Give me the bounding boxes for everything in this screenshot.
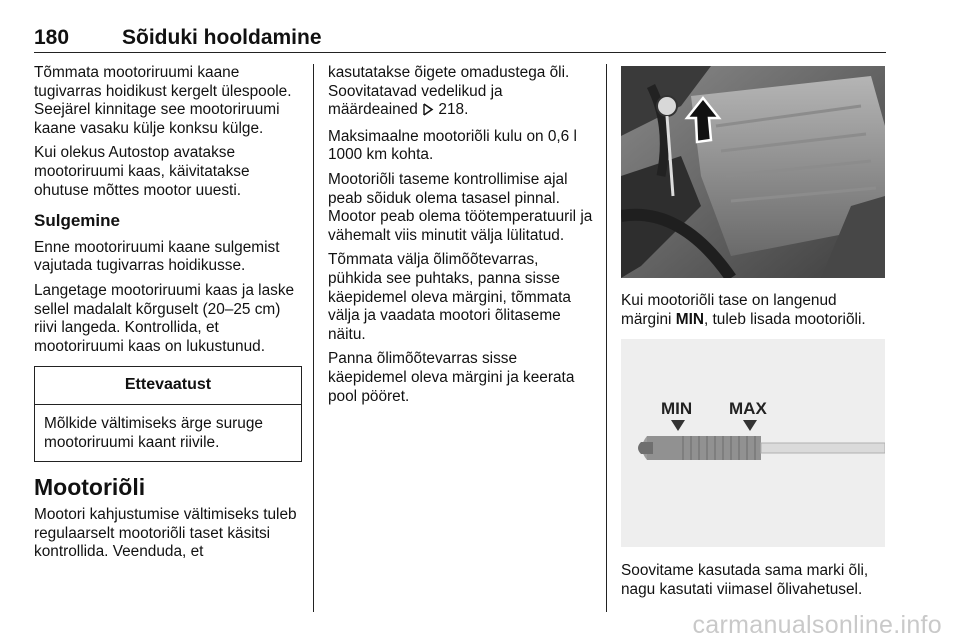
chapter-title: Sõiduki hooldamine [122, 26, 322, 49]
page-reference-icon [422, 103, 434, 122]
paragraph: Mootori kahjustumise vältimiseks tuleb regulaarselt mootoriõli taset käsitsi kontrollida. Veenduda, et [34, 506, 297, 561]
page-number: 180 [34, 26, 70, 49]
subheading-closing: Sulgemine [34, 211, 120, 231]
dipstick-min-label: MIN [661, 399, 693, 418]
watermark: carmanualsonline.info [692, 611, 942, 639]
paragraph: Maksimaalne mootoriõli kulu on 0,6 l 1000 km kohta. [328, 127, 577, 164]
paragraph: Tõmmata mootoriruumi kaane tugivarras hoidikust kergelt ülespoole. Seejärel kinnitage see mootoriruumi kaane vasaku külje konksu külge. [34, 64, 292, 137]
paragraph: Mootoriõli taseme kontrollimise ajal peab sõiduk olema tasasel pinnal. Mootor peab olema töötemperatuuril ja vähemalt viis minutit välja lülitatud. [328, 170, 593, 244]
column-divider [606, 64, 607, 612]
dipstick-image [621, 339, 885, 547]
paragraph: Tõmmata välja õlimõõtevarras, pühkida see puhtaks, panna sisse käepidemel oleva märgini, tõmmata välja ja vaadata mootori õlitaseme näitu. [328, 251, 571, 343]
paragraph: Langetage mootoriruumi kaas ja laske sellel madalalt kõrguselt (20–25 cm) riivi langeda. Kontrollida, et mootoriruumi kaas on lukustunud. [34, 281, 295, 355]
engine-bay-image [621, 66, 885, 278]
recommendation-text: Soovitame kasutada sama marki õli, nagu kasutati viimasel õlivahetusel. [621, 562, 869, 598]
caution-body: Mõlkide vältimiseks ärge suruge mootoriruumi kaant riivile. [44, 414, 263, 451]
caution-box [34, 366, 302, 462]
note-text: Kui mootoriõli tase on langenud märgini [621, 292, 837, 328]
column-1 [34, 64, 302, 568]
page-header [34, 22, 886, 53]
paragraph [328, 64, 594, 122]
engine-illustration [621, 66, 885, 278]
section-title: Mootoriõli [34, 474, 146, 501]
page-reference[interactable]: 218. [438, 101, 469, 119]
paragraph: Enne mootoriruumi kaane sulgemist vajutada tugivarras hoidikusse. [34, 238, 280, 275]
oil-level-note [621, 292, 891, 329]
dipstick-max-label: MAX [729, 399, 767, 418]
dipstick-illustration [621, 339, 885, 547]
paragraph: Panna õlimõõtevarras sisse käepidemel oleva märgini ja keerata pool pööret. [328, 350, 575, 405]
min-label: MIN [675, 310, 704, 328]
max-marker-icon [743, 420, 757, 431]
column-divider [313, 64, 314, 612]
note-text: , tuleb lisada mootoriõli. [703, 310, 866, 328]
arrow-up-icon [683, 96, 723, 144]
caution-title: Ettevaatust [35, 367, 301, 405]
min-marker-icon [671, 420, 685, 431]
column-2 [328, 64, 594, 412]
paragraph-text: kasutatakse õigete omadustega õli. Soovitatavad vedelikud ja määrdeained [328, 64, 570, 119]
paragraph: Kui olekus Autostop avatakse mootoriruumi kaas, käivitatakse ohutuse mõttes mootor uuesti. [34, 144, 250, 199]
